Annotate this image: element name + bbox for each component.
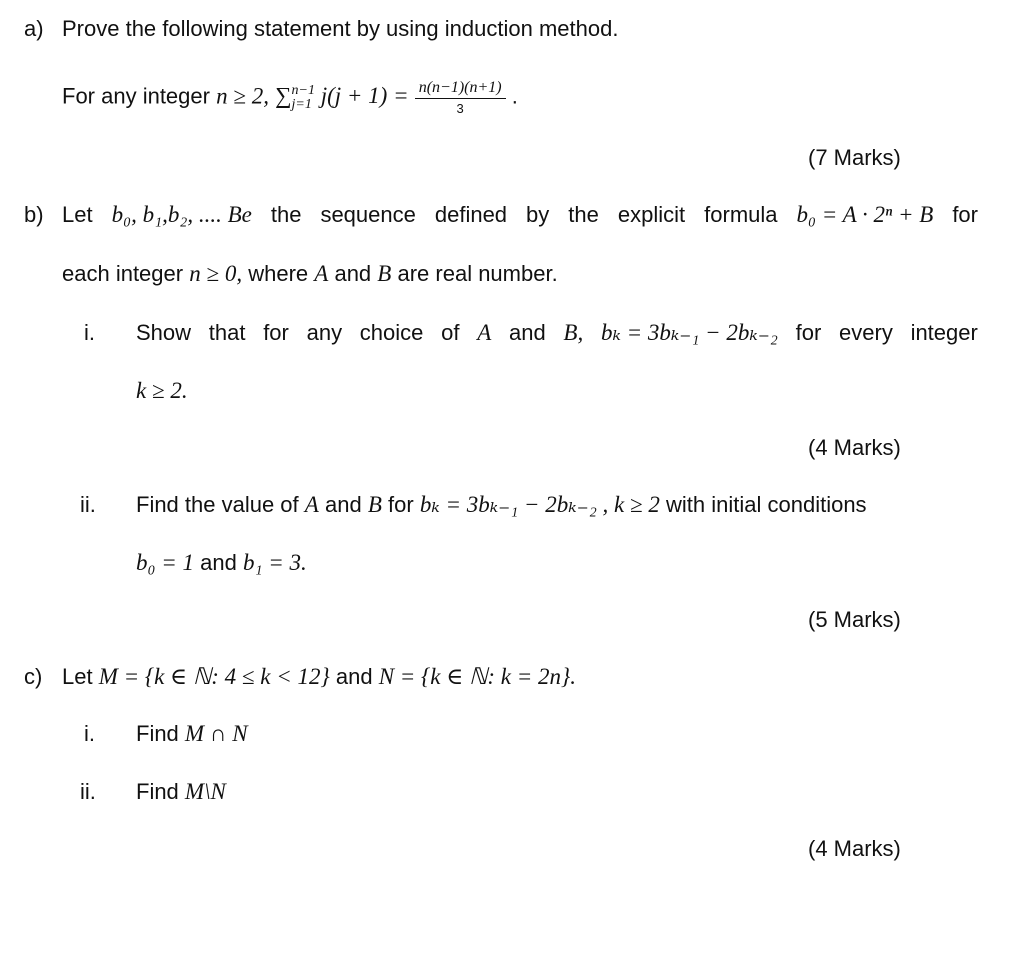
b-line2-text: each integer [62,261,184,286]
c-let: Let [62,664,93,689]
part-a-label: a) [24,16,44,41]
part-c-marks: (4 Marks) [808,836,901,861]
c-ii-line [136,779,226,805]
fraction-denominator: 3 [456,101,464,116]
c-ii-numeral: ii. [80,779,96,804]
b-line2-math: n ≥ 0, [189,261,243,286]
part-b-line1 [62,202,978,228]
b-ii-initial-b0: b₀ = 1 [136,550,195,575]
b-ii-text: Find the value of [136,492,299,517]
b-i-word: choice [359,320,424,345]
b-ii-B: B [367,492,382,517]
summand: j(j + 1) = [320,83,409,109]
b-i-line1 [136,320,978,346]
part-b-label: b) [24,202,44,227]
part-a-marks: (7 Marks) [808,145,901,170]
statement-period: . [511,83,518,109]
fraction-numerator: n(n−1)(n+1) [415,80,506,99]
b-word: sequence [320,202,416,227]
b-i-word: Show [136,320,192,345]
part-a-intro: Prove the following statement by using induction method. [62,16,619,41]
c-i-math: M ∩ N [184,721,248,746]
b-ii-numeral: ii. [80,492,96,517]
b-i-numeral: i. [84,320,95,345]
b-word: explicit [617,202,686,227]
b-sequence-terms: b₀, b₁,b₂, .... Be [111,202,252,227]
c-N-definition: N = {k ∈ ℕ: k = 2n}. [378,664,576,689]
b-line2-B: B [377,261,392,286]
c-i-text: Find [136,721,179,746]
part-b-line2 [62,261,558,287]
b-line2-where: where [248,261,309,286]
b-ii-recurrence: bₖ = 3bₖ₋₁ − 2bₖ₋₂ , k ≥ 2 [419,492,660,517]
c-M-definition: M = {k ∈ ℕ: 4 ≤ k < 12} [98,664,330,689]
b-line2-rest: are real number. [397,261,558,286]
c-i-line [136,721,248,747]
part-a-statement [62,80,518,115]
b-i-word: of [441,320,460,345]
b-i-word: integer [910,320,978,345]
b-i-line2: k ≥ 2. [136,378,188,403]
b-word: for [952,202,978,227]
sum-lower: j=1 [291,97,312,113]
statement-condition: n ≥ 2, [216,83,269,109]
b-line2-and: and [334,261,372,286]
b-i-word: for [795,320,822,345]
sum-expression [275,83,409,113]
b-i-word: any [306,320,343,345]
part-c-label: c) [24,664,43,689]
b-ii-marks: (5 Marks) [808,607,901,632]
b-word: by [526,202,550,227]
b-i-B: B, [563,320,584,345]
b-ii-and: and [324,492,362,517]
b-ii-A: A [304,492,319,517]
sum-upper: n−1 [291,83,315,99]
b-i-word: for [263,320,289,345]
b-explicit-formula: b₀ = A · 2ⁿ + B [796,202,934,227]
b-word: defined [434,202,508,227]
c-i-numeral: i. [84,721,95,746]
b-word: the [568,202,599,227]
b-i-word: every [839,320,893,345]
b-word: formula [704,202,778,227]
b-ii-initial-b1: b₁ = 3. [243,550,307,575]
b-word: Let [62,202,93,227]
b-i-word: and [508,320,546,345]
b-word: the [270,202,302,227]
b-i-A: A [477,320,492,345]
b-i-word: that [208,320,246,345]
part-c-line1 [62,664,576,690]
b-line2-A: A [314,261,329,286]
statement-prefix: For any integer [62,83,210,109]
c-ii-text: Find [136,779,179,804]
b-ii-line2 [136,550,307,576]
fraction [415,80,506,115]
c-and: and [335,664,373,689]
c-ii-math: M\N [184,779,226,804]
b-ii-for: for [388,492,414,517]
b-ii-line1 [136,492,867,518]
b-i-recurrence: bₖ = 3bₖ₋₁ − 2bₖ₋₂ [600,320,778,345]
b-ii-rest: with initial conditions [666,492,867,517]
b-ii-line2-and: and [200,550,237,575]
sum-symbol: ∑ [275,83,292,109]
b-i-marks: (4 Marks) [808,435,901,460]
